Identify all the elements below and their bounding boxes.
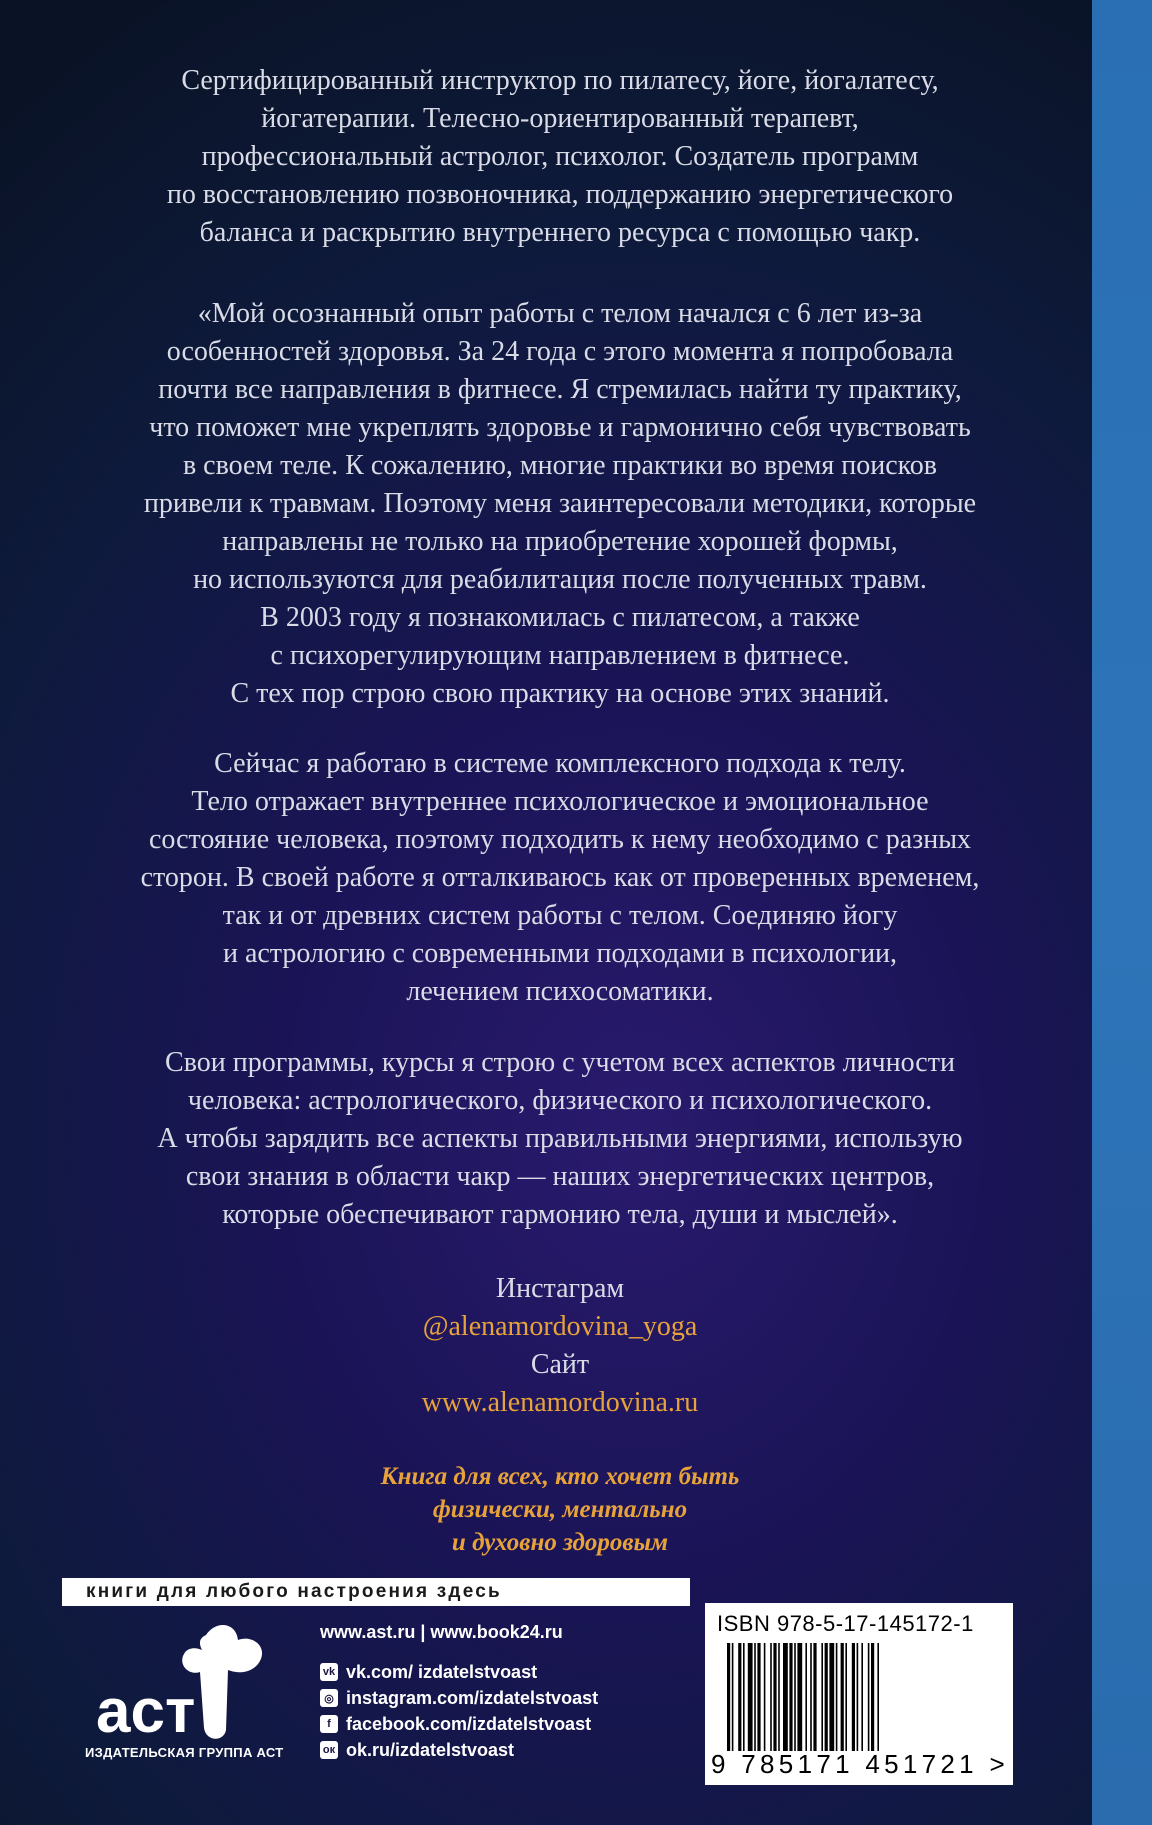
text-line: Сертифицированный инструктор по пилатесу, йоге, йогалатесу, — [181, 65, 939, 96]
text-line: свои знания в области чакр — наших энергетических центров, — [185, 1161, 935, 1192]
site-label: Сайт — [530, 1349, 590, 1380]
text-line: по восстановлению позвоночника, поддержанию энергетического — [166, 179, 954, 210]
barcode-bar — [732, 1643, 734, 1751]
tagline-line: и духовно здоровым — [451, 1529, 669, 1556]
text-line: и астрологию с современными подходами в психологии, — [222, 938, 898, 969]
contacts-block — [40, 1270, 1080, 1422]
link-text: facebook.com/izdatelstvoast — [346, 1713, 592, 1734]
tagline-line: физически, ментально — [432, 1496, 688, 1523]
instagram-label: Инстаграм — [495, 1273, 625, 1304]
barcode-bar — [852, 1643, 855, 1751]
text-line: так и от древних систем работы с телом. Соединяю йогу — [222, 900, 898, 931]
text-line: Сейчас я работаю в системе комплексного подхода к телу. — [214, 748, 906, 779]
tagline-line: Книга для всех, кто хочет быть — [380, 1463, 740, 1490]
instagram-icon: ◎ — [320, 1689, 338, 1707]
link-text: vk.com/ izdatelstvoast — [346, 1661, 538, 1682]
link-text: instagram.com/izdatelstvoast — [346, 1687, 599, 1708]
text-line: А чтобы зарядить все аспекты правильными энергиями, использую — [157, 1123, 963, 1154]
book-spine — [1092, 0, 1152, 1825]
ast-logo-icon — [88, 1620, 278, 1750]
text-line: «Мой осознанный опыт работы с телом начался с 6 лет из-за — [197, 298, 923, 329]
approach-paragraph — [40, 745, 1080, 1011]
barcode-bar — [857, 1643, 859, 1751]
barcode-bar — [805, 1643, 807, 1751]
text-line: которые обеспечивают гармонию тела, души и мыслей». — [222, 1199, 898, 1230]
ast-logo — [88, 1620, 278, 1750]
text-line: профессиональный астролог, психолог. Создатель программ — [201, 141, 919, 172]
barcode-bar — [754, 1643, 756, 1751]
barcode-bar — [778, 1643, 780, 1751]
barcode-bar — [738, 1643, 741, 1751]
barcode-bar — [861, 1643, 863, 1751]
text-line: особенностей здоровья. За 24 года с этого момента я попробовала — [166, 336, 954, 367]
text-line: направлены не только на приобретение хорошей формы, — [222, 526, 898, 557]
odnoklassniki-icon: ок — [320, 1741, 338, 1759]
publisher-links — [320, 1622, 598, 1763]
barcode-bar — [825, 1643, 828, 1751]
barcode-bar — [743, 1643, 745, 1751]
barcode-bar — [841, 1643, 844, 1751]
barcode-bar — [783, 1643, 788, 1751]
text-line: с психорегулирующим направлением в фитнесе. — [270, 640, 850, 671]
isbn-number: ISBN 978-5-17-145172-1 — [717, 1611, 974, 1636]
barcode-bar — [877, 1643, 879, 1751]
promo-banner: книги для любого настроения здесь — [62, 1578, 690, 1606]
book-tagline — [270, 1460, 850, 1559]
text-line: но используются для реабилитация после полученных травм. — [193, 564, 927, 595]
text-line: баланса и раскрытию внутреннего ресурса с помощью чакр. — [199, 217, 921, 248]
barcode-bar — [773, 1643, 776, 1751]
barcode-bar — [757, 1643, 760, 1751]
publisher-websites[interactable]: www.ast.ru | www.book24.ru — [320, 1622, 563, 1642]
barcode-bar — [727, 1643, 730, 1751]
facebook-link[interactable] — [320, 1711, 598, 1737]
text-line: человека: астрологического, физического и психологического. — [187, 1085, 933, 1116]
facebook-icon: f — [320, 1715, 338, 1733]
instagram-link[interactable] — [320, 1685, 598, 1711]
barcode-bar — [770, 1643, 772, 1751]
isbn-barcode-box — [705, 1603, 1013, 1785]
text-line: в своем теле. К сожалению, многие практики во время поисков — [182, 450, 938, 481]
barcode-bar — [868, 1643, 870, 1751]
barcode-bar — [797, 1643, 802, 1751]
text-line: С тех пор строю свою практику на основе этих знаний. — [230, 678, 890, 709]
barcode-bar — [829, 1643, 834, 1751]
text-line: Тело отражает внутреннее психологическое и эмоциональное — [191, 786, 929, 817]
barcode-bar — [871, 1643, 874, 1751]
barcode-bar — [836, 1643, 838, 1751]
vk-icon: vk — [320, 1663, 338, 1681]
ean-digits: 9 785171 451721 > — [711, 1749, 1009, 1779]
text-line: что поможет мне укреплять здоровье и гармонично себя чувствовать — [149, 412, 971, 443]
programs-paragraph — [40, 1044, 1080, 1234]
publisher-name: ИЗДАТЕЛЬСКАЯ ГРУППА АСТ — [85, 1745, 284, 1760]
odnoklassniki-link[interactable] — [320, 1737, 598, 1763]
text-line: В 2003 году я познакомилась с пилатесом, а также — [260, 602, 860, 633]
barcode-bar — [794, 1643, 796, 1751]
text-line: йогатерапии. Телесно-ориентированный терапевт, — [261, 103, 859, 134]
text-line: сторон. В своей работе я отталкиваюсь как от проверенных временем, — [140, 862, 980, 893]
author-quote-paragraph — [40, 295, 1080, 713]
text-line: лечением психосоматики. — [406, 976, 714, 1007]
vk-link[interactable] — [320, 1659, 598, 1685]
author-bio-paragraph — [40, 62, 1080, 252]
barcode-bar — [789, 1643, 792, 1751]
logo-text: аст — [96, 1677, 196, 1746]
barcode-bar — [813, 1643, 816, 1751]
barcode-bar — [821, 1643, 823, 1751]
barcode-bar — [845, 1643, 847, 1751]
link-text: ok.ru/izdatelstvoast — [346, 1739, 515, 1760]
instagram-handle-link[interactable]: @alenamordovina_yoga — [422, 1311, 698, 1342]
text-line: привели к травмам. Поэтому меня заинтересовали методики, которые — [143, 488, 977, 519]
barcode-bar — [748, 1643, 753, 1751]
barcode-bar — [764, 1643, 766, 1751]
text-line: почти все направления в фитнесе. Я стремилась найти ту практику, — [158, 374, 962, 405]
text-line: Свои программы, курсы я строю с учетом всех аспектов личности — [165, 1047, 955, 1078]
barcode-bar — [810, 1643, 812, 1751]
site-url-link[interactable]: www.alenamordovina.ru — [421, 1387, 699, 1418]
text-line: состояние человека, поэтому подходить к нему необходимо с разных — [148, 824, 972, 855]
barcode-icon — [727, 1643, 997, 1751]
